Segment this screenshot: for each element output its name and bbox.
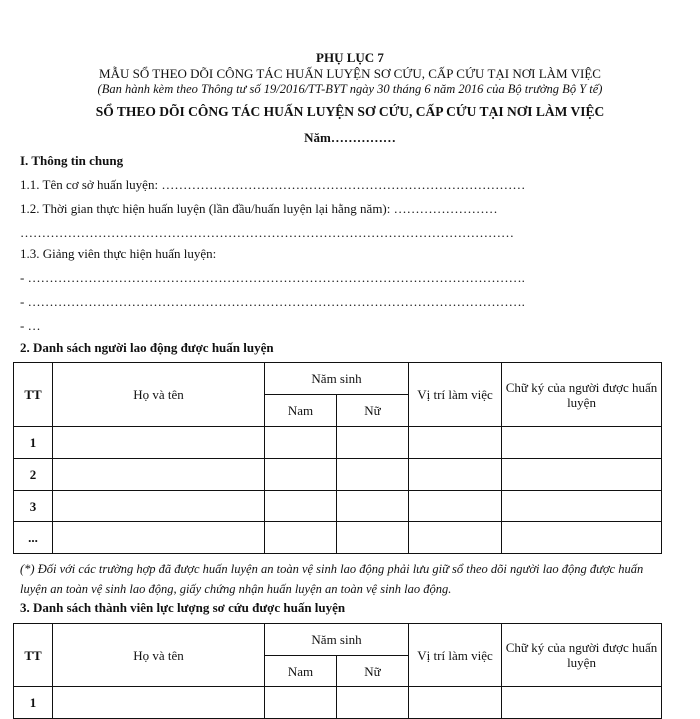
table-row	[14, 459, 662, 491]
header-birth-year: Năm sinh	[265, 624, 409, 656]
cell-signature[interactable]	[502, 491, 662, 522]
cell-male[interactable]	[265, 427, 337, 459]
header-signature: Chữ ký của người được huấn luyện	[502, 363, 662, 427]
header-birth-year: Năm sinh	[265, 363, 409, 395]
year-line: Năm……………	[304, 130, 396, 145]
header-male: Nam	[265, 395, 337, 427]
cell-male[interactable]	[265, 687, 337, 719]
book-title: SỔ THEO DÕI CÔNG TÁC HUẤN LUYỆN SƠ CỨU, CẤP CỨU TẠI NƠI LÀM VIỆC	[95, 104, 605, 119]
table-row	[14, 687, 662, 719]
header-tt: TT	[14, 363, 53, 427]
header-tt: TT	[14, 624, 53, 687]
cell-position[interactable]	[409, 491, 502, 522]
cell-name[interactable]	[53, 522, 265, 554]
table-row	[14, 491, 662, 522]
appendix-label: PHỤ LỤC 7	[316, 50, 384, 65]
workers-table	[13, 362, 662, 554]
cell-name[interactable]	[53, 427, 265, 459]
table-row	[14, 427, 662, 459]
instructors-line: 1.3. Giảng viên thực hiện huấn luyện:	[20, 246, 217, 261]
footnote: (*) Đối với các trường hợp đã được huấn luyện an toàn vệ sinh lao động phải lưu giữ sổ theo dõi người lao động được huấn luyện an toàn vệ sinh lao động, giấy chứng nhận huấn luyện an toàn vệ sinh lao động.	[20, 562, 644, 596]
cell-female[interactable]	[337, 491, 409, 522]
cell-female[interactable]	[337, 687, 409, 719]
issued-with-note: (Ban hành kèm theo Thông tư số 19/2016/TT-BYT ngày 30 tháng 6 năm 2016 của Bộ trưởng Bộ Y tế)	[97, 82, 603, 96]
row-number: 3	[14, 491, 53, 522]
instructor-dash-3: - …	[20, 318, 41, 333]
section2-heading: 2. Danh sách người lao động được huấn luyện	[20, 340, 274, 355]
header-female: Nữ	[337, 395, 409, 427]
cell-female[interactable]	[337, 427, 409, 459]
cell-male[interactable]	[265, 522, 337, 554]
cell-female[interactable]	[337, 459, 409, 491]
cell-male[interactable]	[265, 459, 337, 491]
header-work-position: Vị trí làm việc	[409, 363, 502, 427]
training-facility-line: 1.1. Tên cơ sở huấn luyện: …………………………………………………………………………	[20, 177, 526, 192]
cell-position[interactable]	[409, 459, 502, 491]
first-aid-members-table	[13, 623, 662, 719]
header-female: Nữ	[337, 656, 409, 687]
table-row	[14, 522, 662, 554]
cell-signature[interactable]	[502, 459, 662, 491]
row-number: 2	[14, 459, 53, 491]
row-number: 1	[14, 687, 53, 719]
cell-signature[interactable]	[502, 522, 662, 554]
instructor-dash-2: - …………………………………………………………………………………………………….	[20, 294, 525, 309]
cell-signature[interactable]	[502, 687, 662, 719]
cell-signature[interactable]	[502, 427, 662, 459]
instructor-dash-1: - …………………………………………………………………………………………………….	[20, 270, 525, 285]
row-number: 1	[14, 427, 53, 459]
section1-heading: I. Thông tin chung	[20, 153, 124, 168]
header-male: Nam	[265, 656, 337, 687]
cell-male[interactable]	[265, 491, 337, 522]
row-number: ...	[14, 522, 53, 554]
cell-female[interactable]	[337, 522, 409, 554]
cell-name[interactable]	[53, 687, 265, 719]
training-time-line: 1.2. Thời gian thực hiện huấn luyện (lần đầu/huấn luyện lại hằng năm): ……………………	[20, 201, 498, 216]
header-work-position: Vị trí làm việc	[409, 624, 502, 687]
cell-position[interactable]	[409, 687, 502, 719]
training-time-continuation: ……………………………………………………………………………………………………	[20, 225, 514, 240]
header-full-name: Họ và tên	[53, 363, 265, 427]
cell-name[interactable]	[53, 459, 265, 491]
section3-heading: 3. Danh sách thành viên lực lượng sơ cứu được huấn luyện	[20, 600, 346, 615]
cell-name[interactable]	[53, 491, 265, 522]
header-signature: Chữ ký của người được huấn luyện	[502, 624, 662, 687]
cell-position[interactable]	[409, 427, 502, 459]
header-full-name: Họ và tên	[53, 624, 265, 687]
cell-position[interactable]	[409, 522, 502, 554]
form-title: MẪU SỔ THEO DÕI CÔNG TÁC HUẤN LUYỆN SƠ CỨU, CẤP CỨU TẠI NƠI LÀM VIỆC	[99, 66, 601, 81]
